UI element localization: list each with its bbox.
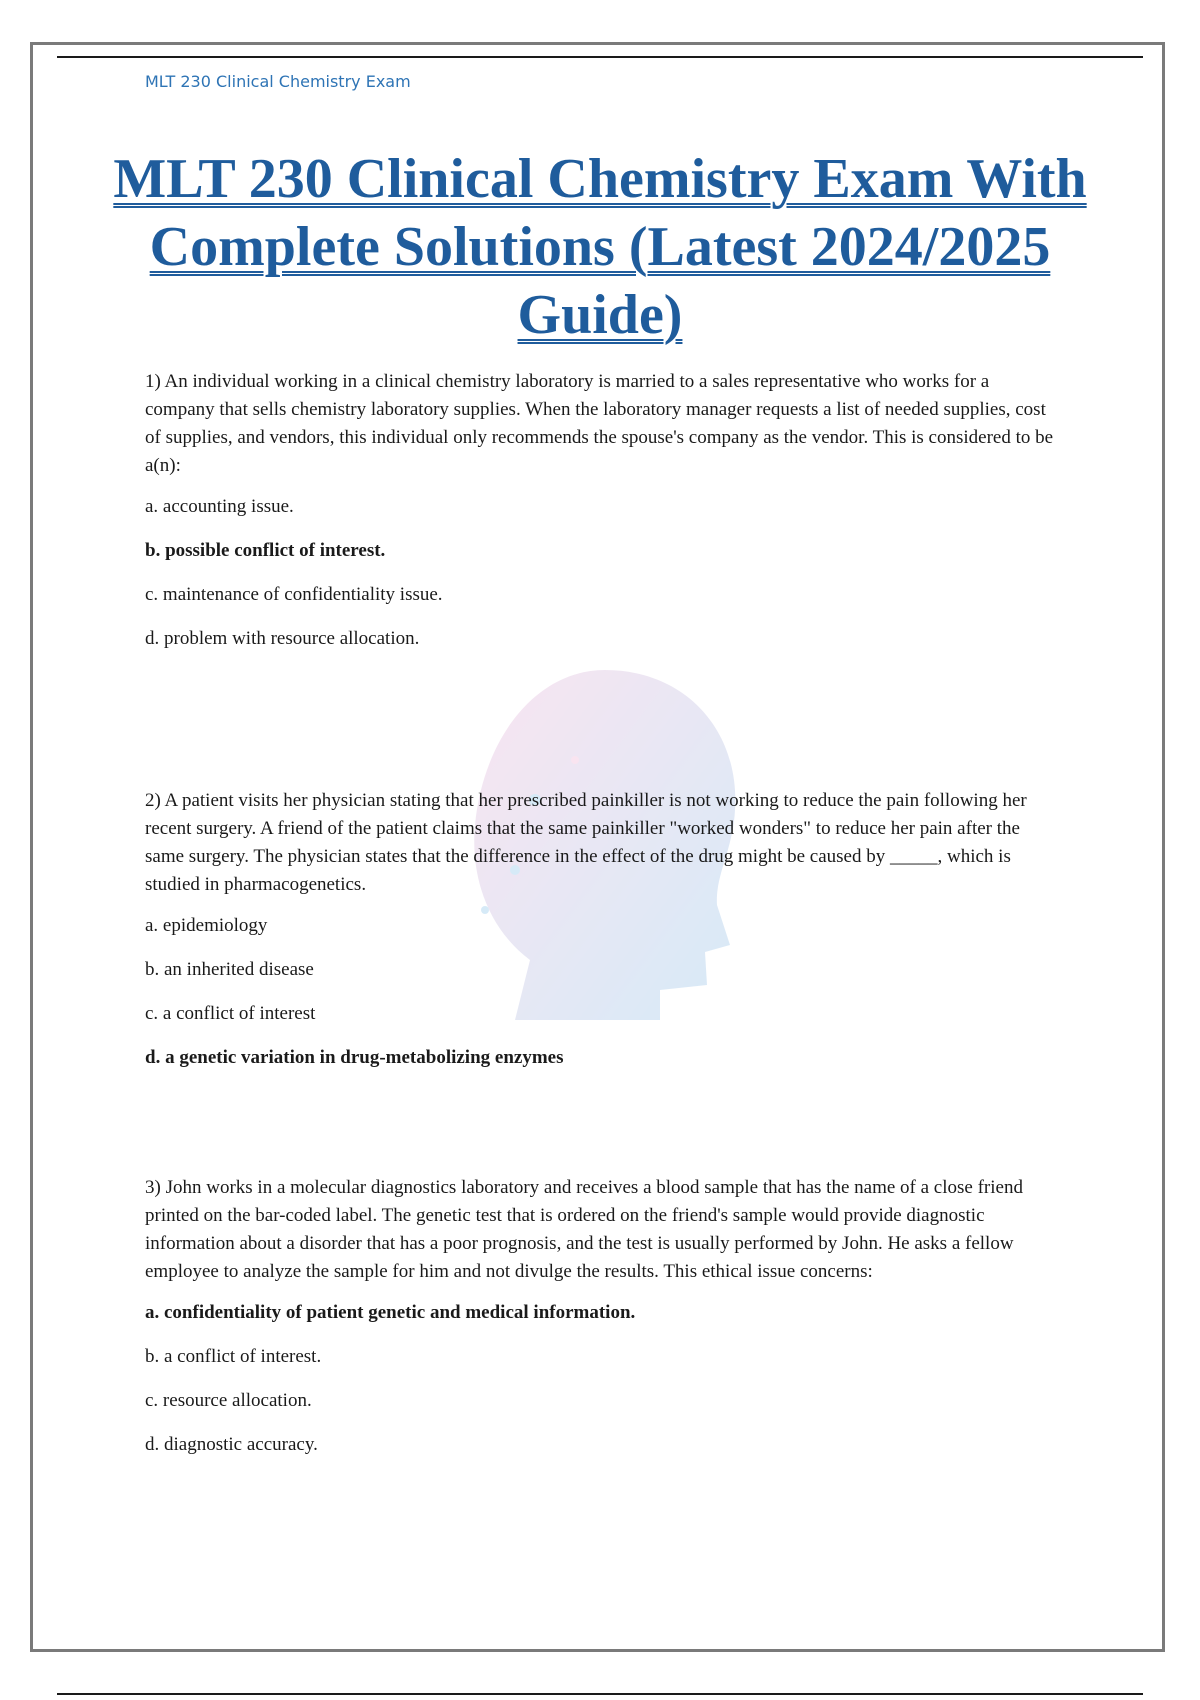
option-c: c. resource allocation. bbox=[145, 1390, 312, 1411]
option-a-correct-answer: a. confidentiality of patient genetic and medical information. bbox=[145, 1302, 636, 1323]
question-1 bbox=[145, 368, 1060, 787]
questions-container bbox=[145, 368, 1060, 1475]
option-a: a. accounting issue. bbox=[145, 496, 294, 517]
option-d-correct-answer: d. a genetic variation in drug-metabolizing enzymes bbox=[145, 1047, 564, 1068]
option-b: b. an inherited disease bbox=[145, 959, 314, 980]
option-b-correct-answer: b. possible conflict of interest. bbox=[145, 540, 386, 561]
document-title: MLT 230 Clinical Chemistry Exam With Complete Solutions (Latest 2024/2025 Guide) bbox=[113, 148, 1087, 346]
question-text: 2) A patient visits her physician stating that her prescribed painkiller is not working to reduce the pain following her recent surgery. A friend of the patient claims that the same painkiller "worked wonders" to reduce her pain after the same surgery. The physician states that the difference in the effect of the drug might be caused by _____, which is studied in pharmacogenetics. bbox=[145, 790, 1027, 895]
bottom-rule bbox=[57, 1693, 1143, 1695]
question-text: 3) John works in a molecular diagnostics laboratory and receives a blood sample that has the name of a close friend printed on the bar-coded label. The genetic test that is ordered on the friend's sample would provide diagnostic information about a disorder that has a poor prognosis, and the test is usually performed by John. He asks a fellow employee to analyze the sample for him and not divulge the results. This ethical issue concerns: bbox=[145, 1177, 1023, 1282]
top-rule bbox=[57, 56, 1143, 58]
question-2 bbox=[145, 787, 1060, 1174]
option-b: b. a conflict of interest. bbox=[145, 1346, 322, 1367]
option-c: c. a conflict of interest bbox=[145, 1003, 316, 1024]
option-a: a. epidemiology bbox=[145, 915, 268, 936]
option-d: d. diagnostic accuracy. bbox=[145, 1434, 318, 1455]
question-text: 1) An individual working in a clinical chemistry laboratory is married to a sales representative who works for a company that sells chemistry laboratory supplies. When the laboratory manager requests a list of needed supplies, cost of supplies, and vendors, this individual only recommends the spouse's company as the vendor. This is considered to be a(n): bbox=[145, 371, 1054, 476]
running-header: MLT 230 Clinical Chemistry Exam bbox=[145, 72, 411, 91]
option-c: c. maintenance of confidentiality issue. bbox=[145, 584, 443, 605]
question-3 bbox=[145, 1174, 1060, 1459]
option-d: d. problem with resource allocation. bbox=[145, 628, 420, 649]
